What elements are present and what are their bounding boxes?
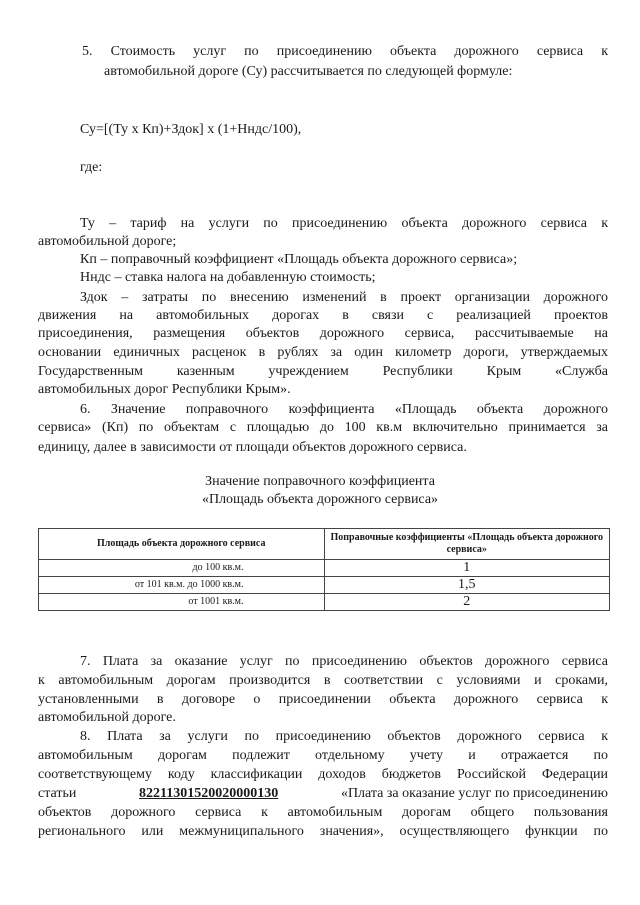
- table-header-row: [39, 529, 610, 560]
- formula: Су=[(Ту х Кп)+Здок] х (1+Нндс/100),: [80, 122, 302, 137]
- where-label: где:: [80, 160, 103, 175]
- def-zdok-line-4: основании единичных расценок в рублях за один километр дороги, утверждаемых: [38, 345, 608, 360]
- def-kp: Кп – поправочный коэффициент «Площадь объекта дорожного сервиса»;: [80, 252, 518, 267]
- p5-line-1: 5. Стоимость услуг по присоединению объекта дорожного сервиса к: [82, 44, 608, 59]
- table-row: [39, 560, 610, 577]
- table-caption-line-2: «Площадь объекта дорожного сервиса»: [201, 492, 439, 507]
- p6-line-1: 6. Значение поправочного коэффициента «Площадь объекта дорожного: [80, 402, 608, 417]
- def-zdok-line-3: присоединения, размещения объектов дорожного сервиса, рассчитываемые на: [38, 326, 608, 341]
- table-row: [39, 594, 610, 611]
- p7-line-3: установленными в договоре о присоединении объекта дорожного сервиса к: [38, 692, 608, 707]
- budget-classification-code: 82211301520020000130: [139, 786, 279, 801]
- def-tu-line-2: автомобильной дороге;: [38, 234, 177, 249]
- row-area: от 1001 кв.м.: [39, 594, 325, 611]
- row-coefficient: 1,5: [324, 577, 610, 594]
- def-nnds: Нндс – ставка налога на добавленную стоимость;: [80, 270, 376, 285]
- def-zdok-line-2: движения на автомобильных дорогах в связи с реализацией проектов: [38, 308, 608, 323]
- p8-line-2: автомобильным дорогам подлежит отдельному учету и отражается по: [38, 748, 608, 763]
- def-tu-line-1: Ту – тариф на услуги по присоединению объекта дорожного сервиса к: [80, 216, 608, 231]
- header-coefficient: Поправочные коэффициенты «Площадь объекта дорожного сервиса»: [324, 529, 610, 560]
- row-area: от 101 кв.м. до 1000 кв.м.: [39, 577, 325, 594]
- p8-line-1: 8. Плата за услуги по присоединению объектов дорожного сервиса к: [80, 729, 608, 744]
- p7-line-1: 7. Плата за оказание услуг по присоединению объектов дорожного сервиса: [80, 654, 608, 669]
- p6-line-3: единицу, далее в зависимости от площади объектов дорожного сервиса.: [38, 440, 467, 455]
- p8-line-6: регионального или межмуниципального значения», осуществляющего функции по: [38, 824, 608, 839]
- p7-line-4: автомобильной дороге.: [38, 710, 176, 725]
- p8-line-4: [38, 786, 608, 802]
- row-coefficient: 1: [324, 560, 610, 577]
- p5-line-2: автомобильной дороге (Су) рассчитывается по следующей формуле:: [104, 64, 513, 79]
- p8-statya-label: статьи: [38, 786, 77, 801]
- def-zdok-line-6: автомобильных дорог Республики Крым».: [38, 382, 291, 397]
- def-zdok-line-1: Здок – затраты по внесению изменений в проект организации дорожного: [80, 290, 608, 305]
- p8-line-5: объектов дорожного сервиса к автомобильным дорогам общего пользования: [38, 805, 608, 820]
- p6-line-2: сервиса» (Кп) по объектам с площадью до 100 кв.м включительно принимается за: [38, 420, 608, 435]
- row-area: до 100 кв.м.: [39, 560, 325, 577]
- def-zdok-line-5: Государственным казенным учреждением Республики Крым «Служба: [38, 364, 608, 379]
- coefficient-table: [38, 528, 610, 611]
- p8-line-4-rest: «Плата за оказание услуг по присоединению: [340, 786, 608, 801]
- row-coefficient: 2: [324, 594, 610, 611]
- table-row: [39, 577, 610, 594]
- header-area: Площадь объекта дорожного сервиса: [39, 529, 325, 560]
- p7-line-2: к автомобильным дорогам производится в соответствии с условиями и сроками,: [38, 673, 608, 688]
- p8-line-3: соответствующему коду классификации доходов бюджетов Российской Федерации: [38, 767, 608, 782]
- table-caption-line-1: Значение поправочного коэффициента: [205, 474, 435, 489]
